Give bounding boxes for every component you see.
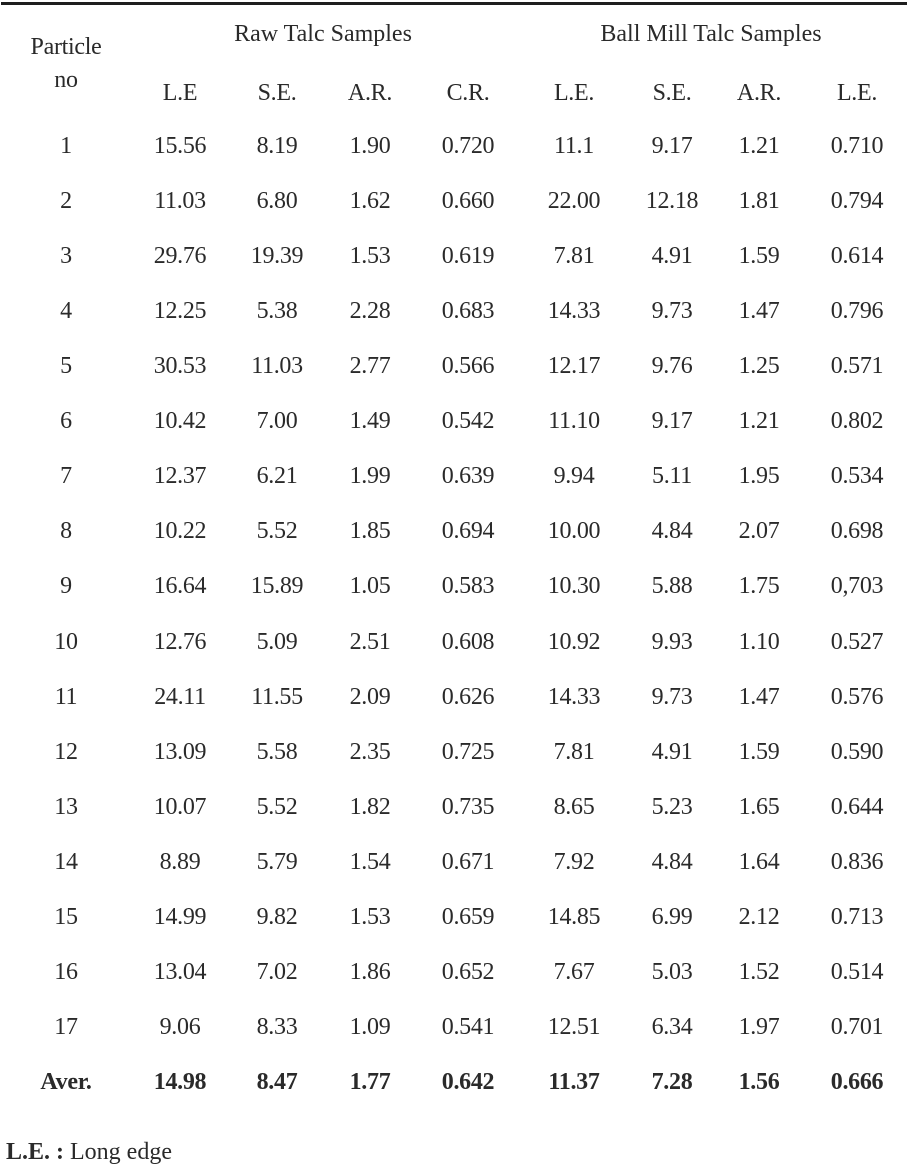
- table-cell: 10.00: [547, 518, 601, 544]
- table-cell: 1.75: [738, 573, 780, 599]
- table-cell: 7.81: [553, 739, 595, 765]
- table-cell: 24.11: [154, 684, 206, 710]
- table-cell: 8.47: [256, 1069, 298, 1095]
- table-cell: 0.725: [441, 739, 495, 765]
- table-cell: 5.52: [256, 794, 298, 820]
- particle-number: 5: [60, 353, 72, 379]
- table-cell: 4.91: [651, 739, 693, 765]
- table-cell: 0.701: [830, 1014, 884, 1040]
- table-cell: 9.82: [256, 904, 298, 930]
- table-cell: 0.571: [830, 353, 884, 379]
- table-cell: 9.17: [651, 408, 693, 434]
- table-cell: 12.18: [645, 188, 699, 214]
- table-cell: 10.42: [153, 408, 207, 434]
- particle-number: 6: [60, 408, 72, 434]
- table-cell: 2.51: [349, 629, 391, 655]
- table-cell: 0.619: [441, 243, 495, 269]
- table-cell: 30.53: [153, 353, 207, 379]
- table-cell: 14.85: [547, 904, 601, 930]
- table-cell: 14.98: [153, 1069, 207, 1095]
- table-cell: 10.07: [153, 794, 207, 820]
- table-cell: 0.735: [441, 794, 495, 820]
- table-cell: 1.54: [349, 849, 391, 875]
- table-cell: 1.99: [349, 463, 391, 489]
- table-cell: 5.23: [651, 794, 693, 820]
- table-cell: 0.794: [830, 188, 884, 214]
- table-cell: 7.00: [256, 408, 298, 434]
- table-cell: 9.73: [651, 684, 693, 710]
- table-cell: 1.53: [349, 904, 391, 930]
- particle-number: Aver.: [40, 1069, 92, 1095]
- particle-number: 7: [60, 463, 72, 489]
- table-cell: 8.89: [159, 849, 201, 875]
- particle-number: 12: [54, 739, 78, 765]
- table-cell: 11.55: [251, 684, 303, 710]
- row-header-label: Particle: [30, 34, 102, 60]
- table-cell: 1.21: [738, 133, 780, 159]
- table-cell: 10.92: [547, 629, 601, 655]
- table-cell: 16.64: [153, 573, 207, 599]
- table-cell: 9.06: [159, 1014, 201, 1040]
- table-cell: 6.80: [256, 188, 298, 214]
- table-cell: 1.59: [738, 243, 780, 269]
- table-cell: 0.660: [441, 188, 495, 214]
- table-cell: 12.17: [547, 353, 601, 379]
- group-header-ball-mill-talc: Ball Mill Talc Samples: [600, 21, 822, 47]
- table-cell: 11.03: [251, 353, 303, 379]
- table-cell: 0.683: [441, 298, 495, 324]
- table-cell: 0.590: [830, 739, 884, 765]
- group-header-raw-talc: Raw Talc Samples: [234, 21, 412, 47]
- table-cell: 1.49: [349, 408, 391, 434]
- table-cell: 0.698: [830, 518, 884, 544]
- table-cell: 2.35: [349, 739, 391, 765]
- column-header: C.R.: [446, 80, 490, 106]
- table-cell: 0.796: [830, 298, 884, 324]
- footnote: [6, 1138, 172, 1166]
- table-cell: 0.534: [830, 463, 884, 489]
- table-cell: 2.09: [349, 684, 391, 710]
- table-cell: 0.514: [830, 959, 884, 985]
- table-cell: 1.64: [738, 849, 780, 875]
- table-cell: 1.47: [738, 298, 780, 324]
- table-cell: 1.97: [738, 1014, 780, 1040]
- table-cell: 29.76: [153, 243, 207, 269]
- table-cell: 1.21: [738, 408, 780, 434]
- table-cell: 0.608: [441, 629, 495, 655]
- particle-number: 9: [60, 573, 72, 599]
- table-cell: 1.90: [349, 133, 391, 159]
- table-cell: 0.659: [441, 904, 495, 930]
- table-cell: 4.84: [651, 849, 693, 875]
- table-cell: 0.639: [441, 463, 495, 489]
- particle-number: 13: [54, 794, 78, 820]
- table-cell: 13.04: [153, 959, 207, 985]
- particle-number: 15: [54, 904, 78, 930]
- particle-number: 2: [60, 188, 72, 214]
- table-cell: 0.576: [830, 684, 884, 710]
- table-cell: 5.79: [256, 849, 298, 875]
- table-cell: 10.22: [153, 518, 207, 544]
- table-cell: 0.566: [441, 353, 495, 379]
- table-cell: 6.21: [256, 463, 298, 489]
- table-cell: 22.00: [547, 188, 601, 214]
- table-cell: 1.59: [738, 739, 780, 765]
- table-cell: 1.62: [349, 188, 391, 214]
- table-cell: 1.85: [349, 518, 391, 544]
- particle-number: 8: [60, 518, 72, 544]
- column-header: A.R.: [347, 80, 393, 106]
- table-cell: 0.644: [830, 794, 884, 820]
- table-cell: 7.67: [553, 959, 595, 985]
- column-header: S.E.: [652, 80, 692, 106]
- table-cell: 4.91: [651, 243, 693, 269]
- table-cell: 7.92: [553, 849, 595, 875]
- table-cell: 9.76: [651, 353, 693, 379]
- table-cell: 14.33: [547, 298, 601, 324]
- table-cell: 1.77: [349, 1069, 391, 1095]
- particle-number: 4: [60, 298, 72, 324]
- table-cell: 2.12: [738, 904, 780, 930]
- table-cell: 12.51: [547, 1014, 601, 1040]
- table-cell: 1.53: [349, 243, 391, 269]
- table-cell: 5.88: [651, 573, 693, 599]
- table-cell: 10.30: [547, 573, 601, 599]
- table-cell: 0.671: [441, 849, 495, 875]
- particle-number: 11: [54, 684, 78, 710]
- table-cell: 7.28: [651, 1069, 693, 1095]
- table-cell: 2.28: [349, 298, 391, 324]
- table-cell: 0.713: [830, 904, 884, 930]
- column-header: A.R.: [736, 80, 782, 106]
- table-cell: 12.25: [153, 298, 207, 324]
- footnote-text: Long edge: [64, 1139, 172, 1165]
- table-cell: 8.65: [553, 794, 595, 820]
- table-cell: 0.642: [441, 1069, 495, 1095]
- table-cell: 0.836: [830, 849, 884, 875]
- table-cell: 19.39: [250, 243, 304, 269]
- particle-number: 1: [60, 133, 72, 159]
- table-cell: 5.58: [256, 739, 298, 765]
- table-cell: 2.07: [738, 518, 780, 544]
- table-cell: 5.09: [256, 629, 298, 655]
- column-header: L.E.: [553, 80, 595, 106]
- table-cell: 8.33: [256, 1014, 298, 1040]
- table-cell: 0.527: [830, 629, 884, 655]
- table-cell: 9.17: [651, 133, 693, 159]
- particle-number: 10: [54, 629, 78, 655]
- table-cell: 0.626: [441, 684, 495, 710]
- row-header-label-line2: no: [54, 67, 78, 93]
- footnote-key: L.E. :: [6, 1139, 65, 1165]
- table-cell: 0.541: [441, 1014, 495, 1040]
- table-cell: 9.94: [553, 463, 595, 489]
- table-cell: 1.05: [349, 573, 391, 599]
- table-cell: 5.03: [651, 959, 693, 985]
- table-cell: 0.720: [441, 133, 495, 159]
- table-cell: 8.19: [256, 133, 298, 159]
- table-cell: 0,703: [830, 573, 884, 599]
- table-cell: 1.65: [738, 794, 780, 820]
- table-cell: 5.11: [652, 463, 692, 489]
- table-cell: 11.37: [548, 1069, 600, 1095]
- table-top-rule: [1, 2, 907, 5]
- table-cell: 1.09: [349, 1014, 391, 1040]
- table-cell: 1.95: [738, 463, 780, 489]
- particle-number: 16: [54, 959, 78, 985]
- column-header: S.E.: [257, 80, 297, 106]
- table-cell: 11.1: [554, 133, 594, 159]
- table-cell: 0.614: [830, 243, 884, 269]
- table-cell: 0.542: [441, 408, 495, 434]
- table-cell: 0.652: [441, 959, 495, 985]
- table-cell: 9.73: [651, 298, 693, 324]
- table-cell: 12.37: [153, 463, 207, 489]
- table-cell: 0.710: [830, 133, 884, 159]
- table-cell: 11.10: [548, 408, 600, 434]
- table-cell: 1.81: [738, 188, 780, 214]
- table-cell: 1.25: [738, 353, 780, 379]
- table-cell: 0.694: [441, 518, 495, 544]
- column-header: L.E: [162, 80, 198, 106]
- particle-number: 14: [54, 849, 78, 875]
- table-cell: 14.33: [547, 684, 601, 710]
- table-cell: 4.84: [651, 518, 693, 544]
- particle-number: 3: [60, 243, 72, 269]
- table-cell: 13.09: [153, 739, 207, 765]
- table-cell: 15.89: [250, 573, 304, 599]
- table-cell: 5.38: [256, 298, 298, 324]
- particle-number: 17: [54, 1014, 78, 1040]
- table-cell: 15.56: [153, 133, 207, 159]
- table-cell: 6.34: [651, 1014, 693, 1040]
- table-cell: 11.03: [154, 188, 206, 214]
- table-cell: 0.802: [830, 408, 884, 434]
- table-cell: 1.52: [738, 959, 780, 985]
- table-cell: 0.583: [441, 573, 495, 599]
- table-cell: 7.02: [256, 959, 298, 985]
- table-cell: 1.56: [738, 1069, 780, 1095]
- table-cell: 1.86: [349, 959, 391, 985]
- table-cell: 1.10: [738, 629, 780, 655]
- table-cell: 7.81: [553, 243, 595, 269]
- table-cell: 14.99: [153, 904, 207, 930]
- table-cell: 1.47: [738, 684, 780, 710]
- table-cell: 9.93: [651, 629, 693, 655]
- table-cell: 6.99: [651, 904, 693, 930]
- table-cell: 0.666: [830, 1069, 884, 1095]
- column-header: L.E.: [836, 80, 878, 106]
- table-cell: 12.76: [153, 629, 207, 655]
- table-cell: 5.52: [256, 518, 298, 544]
- table-cell: 1.82: [349, 794, 391, 820]
- table-cell: 2.77: [349, 353, 391, 379]
